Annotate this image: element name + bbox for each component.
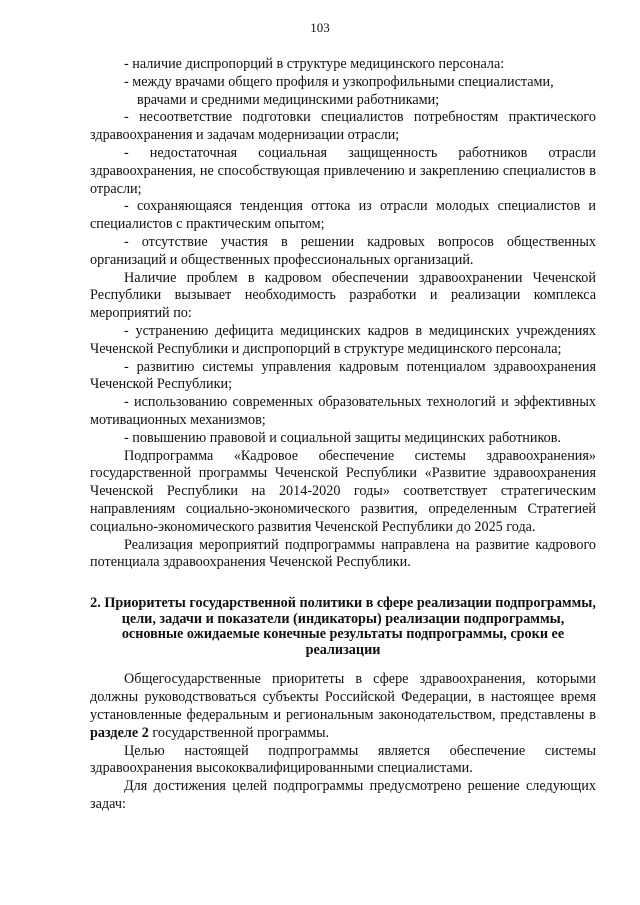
list-item: - развитию системы управления кадровым потенциалом здравоохранения Чеченской Республики;	[90, 358, 596, 393]
page-number: 103	[310, 20, 330, 35]
list-item: - наличие диспропорций в структуре медицинского персонала:	[124, 56, 505, 72]
section-heading: 2. Приоритеты государственной политики в сфере реализации подпрограммы, цели, задачи и показатели (индикаторы) реализации подпрограммы, основные ожидаемые конечные результаты подпрограммы, сроки ее реализации	[90, 595, 596, 658]
list-item: - использованию современных образовательных технологий и эффективных мотивационных механизмов;	[90, 394, 596, 428]
paragraph: Целью настоящей подпрограммы является обеспечение системы здравоохранения высококвалифицированными специалистами.	[90, 742, 596, 777]
paragraph	[90, 671, 596, 742]
list-item: - сохраняющаяся тенденция оттока из отрасли молодых специалистов и специалистов с практическим опытом;	[90, 198, 596, 233]
paragraph: Реализация мероприятий подпрограммы направлена на развитие кадрового потенциала здравоохранения Чеченской Республики.	[90, 536, 596, 571]
paragraph: Подпрограмма «Кадровое обеспечение системы здравоохранения» государственной программы Чеченской Республики «Развитие здравоохранения Чеченской Республики на 2014-2020 годы» соответствует стратегическим направлениям социально-экономического развития, определенным Стратегией социально-экономического развития Чеченской Республики до 2025 года.	[90, 447, 596, 535]
paragraph: Для достижения целей подпрограммы предусмотрено решение следующих задач:	[90, 778, 596, 813]
list-item-continuation: врачами и средними медицинскими работниками;	[137, 91, 440, 108]
list-item: - отсутствие участия в решении кадровых вопросов общественных организаций и общественных профессиональных организаций.	[90, 233, 596, 268]
paragraph: Наличие проблем в кадровом обеспечении здравоохранении Чеченской Республики вызывает необходимость разработки и реализации комплекса мероприятий по:	[90, 269, 596, 322]
list-item: - недостаточная социальная защищенность работников отрасли здравоохранения, не способствующая привлечению и закреплению специалистов в отрасли;	[90, 144, 596, 197]
page-body	[90, 56, 596, 814]
paragraph-text: государственной программы.	[148, 724, 330, 741]
list-item: - несоответствие подготовки специалистов потребностям практического здравоохранения и задачам модернизации отрасли;	[90, 109, 596, 144]
list-item: - повышению правовой и социальной защиты медицинских работников.	[124, 429, 561, 446]
list-item: - устранению дефицита медицинских кадров в медицинских учреждениях Чеченской Республики и диспропорций в структуре медицинского персонала;	[90, 322, 596, 357]
list-item: - между врачами общего профиля и узкопрофильными специалистами,	[124, 73, 554, 90]
paragraph-text: Общегосударственные приоритеты в сфере здравоохранения, которыми должны руководствоваться субъекты Российской Федерации, в настоящее время установленные федеральным и региональным законодательством, представлены в	[90, 671, 596, 724]
section-reference: разделе 2	[90, 724, 149, 741]
